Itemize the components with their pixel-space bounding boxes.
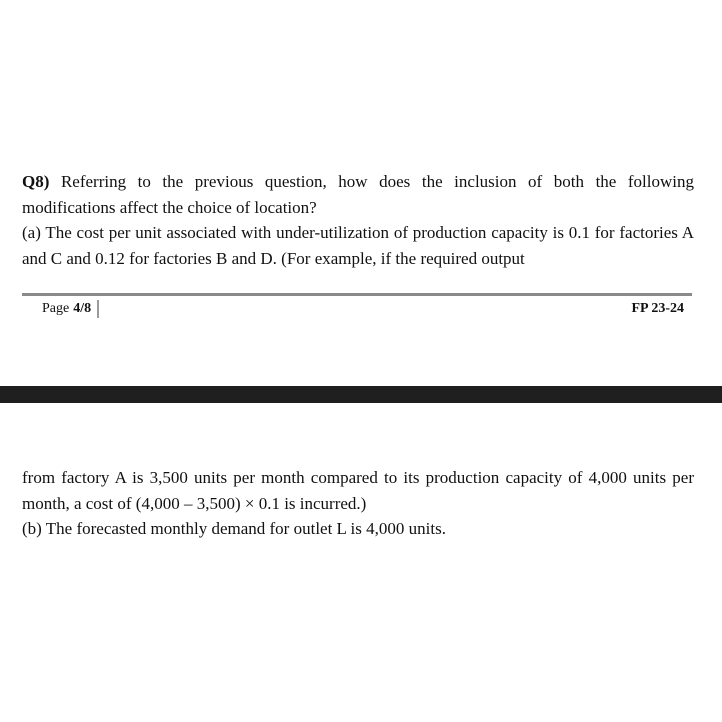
page-label: Page	[42, 301, 70, 316]
part-a-text: (a) The cost per unit associated with under-utilization of production capacity is 0.1 for factories A and C and 0.12 for factories B and D. (For example, if the required output	[22, 223, 694, 268]
question-intro: Referring to the previous question, how does the inclusion of both the following modifications affect the choice of location?	[22, 172, 695, 217]
part-a-continued: from factory A is 3,500 units per month compared to its production capacity of 4,000 units per month, a cost of (4,000 – 3,500) × 0.1 is incurred.)	[22, 468, 694, 513]
page-bottom-sheet	[0, 403, 722, 722]
course-code: FP 23-24	[631, 301, 684, 316]
question-paragraph	[22, 169, 694, 220]
footer-divider	[22, 293, 692, 296]
question-label: Q8)	[22, 172, 50, 191]
page-number: 4/8	[73, 301, 92, 316]
page-indicator	[42, 300, 99, 318]
footer-separator	[97, 300, 99, 318]
page-break-bar	[0, 386, 722, 403]
part-b-text: (b) The forecasted monthly demand for outlet L is 4,000 units.	[22, 519, 446, 538]
